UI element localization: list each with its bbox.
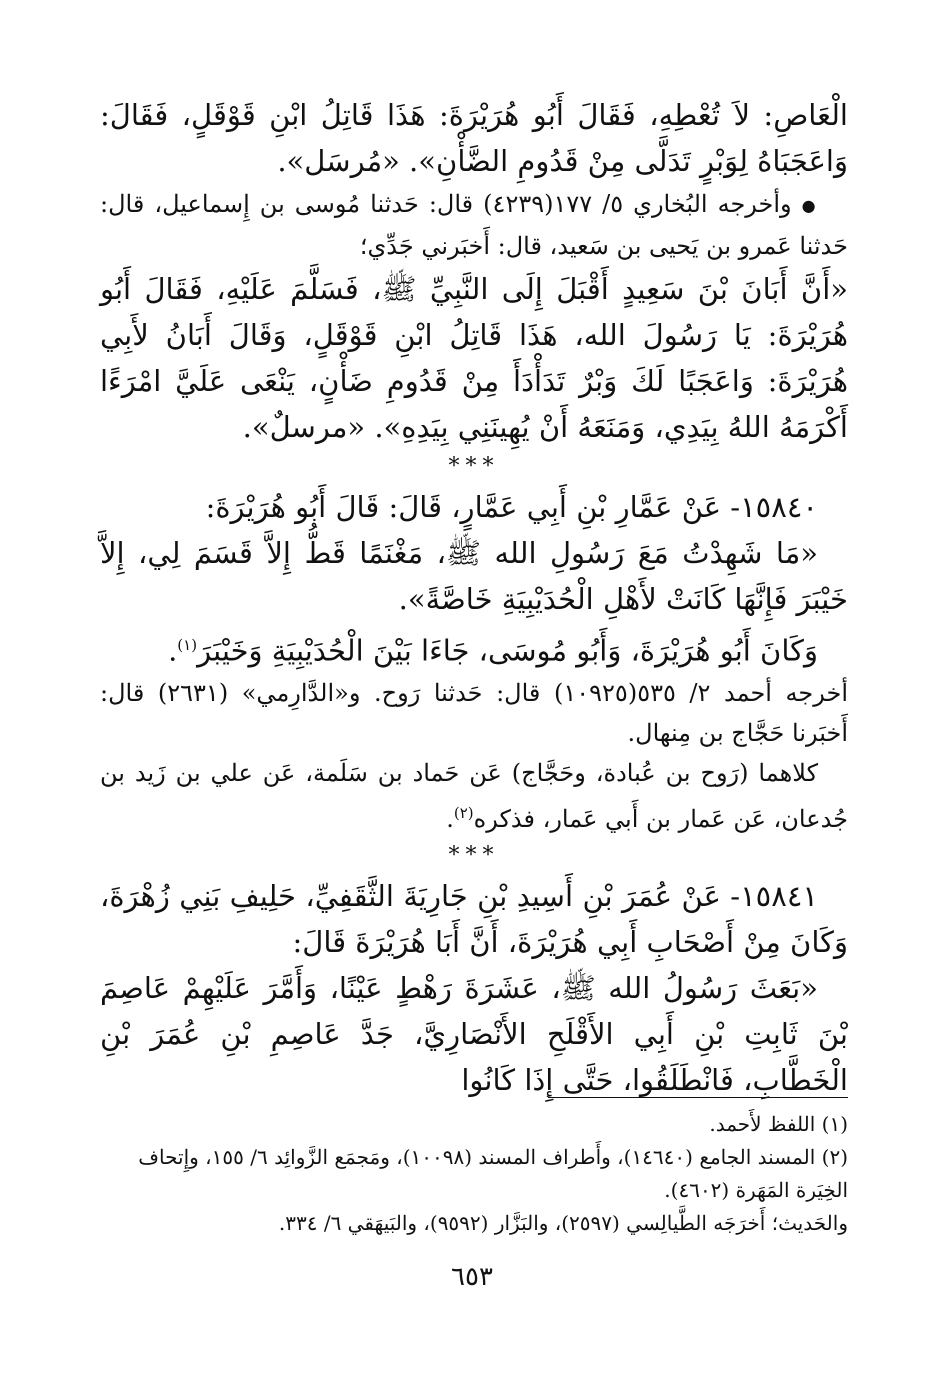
hadith-15841-heading: ١٥٨٤١- عَنْ عُمَرَ بْنِ أَسِيدِ بْنِ جَارِيَةَ الثَّقَفِيِّ، حَلِيفِ بَنِي زُهْرَةَ، وَكَانَ مِنْ أَصْحَابِ أَبِي هُرَيْرَةَ، أَنَّ أَبَا هُرَيْرَةَ قَالَ: bbox=[100, 879, 848, 960]
page-number: ٦٥٣ bbox=[451, 1262, 493, 1292]
footnote-divider bbox=[548, 1097, 848, 1098]
hadith-15840-text: «مَا شَهِدْتُ مَعَ رَسُولِ الله ﷺ، مَغْنَمًا قَطُّ إِلاَّ قَسَمَ لِي، إِلاَّ خَيْبَرَ فَإِنَّهَا كَانَتْ لأَهْلِ الْحُدَيْبِيَةِ خَاصَّةً». bbox=[100, 535, 848, 616]
section-separator: *** bbox=[448, 453, 500, 479]
isnad-text: كلاهما (رَوح بن عُبادة، وحَجَّاج) عَن حَماد بن سَلَمة، عَن علي بن زَيد بن جُدعان، عَن عَمار بن أَبي عَمار، فذكره bbox=[100, 759, 848, 834]
paragraph-hadith-aban: «أَنَّ أَبَانَ بْنَ سَعِيدٍ أَقْبَلَ إِلَى النَّبِيِّ ﷺ، فَسَلَّمَ عَلَيْهِ، فَقَالَ أَبُو هُرَيْرَةَ: يَا رَسُولَ الله، هَذَا قَاتِلُ ابْنِ قَوْقَلٍ، وَقَالَ أَبَانُ لأَبِي هُرَيْرَةَ: وَاعَجَبًا لَكَ وَبْرٌ تَدَأْدَأَ مِنْ قَدُومِ ضَأْنٍ، يَنْعَى عَلَيَّ امْرَءًا أَكْرَمَهُ اللهُ بِيَدِي، وَمَنَعَهُ أَنْ يُهِينَنِي بِيَدِهِ». «مرسلٌ». bbox=[100, 271, 848, 444]
section-separator: *** bbox=[448, 843, 500, 869]
footnote-ref-1[interactable]: (١) bbox=[177, 635, 198, 654]
footnote-2: (٢) المسند الجامع (١٤٦٤٠)، وأَطراف المسند (١٠٠٩٨)، ومَجمَع الزَّوائِد ٦/ ١٥٥، وإِتحاف الخِيَرة المَهَرة (٤٦٠٢). bbox=[138, 1145, 848, 1202]
footnote-ref-2[interactable]: (٢) bbox=[453, 804, 474, 823]
hadith-15840-note: وَكَانَ أَبُو هُرَيْرَةَ، وَأَبُو مُوسَى، جَاءَا بَيْنَ الْحُدَيْبِيَةِ وَخَيْبَرَ$^{(١)}$. bbox=[168, 633, 818, 668]
hadith-15841-text: «بَعَثَ رَسُولُ الله ﷺ، عَشَرَةَ رَهْطٍ عَيْنًا، وَأَمَّرَ عَلَيْهِمْ عَاصِمَ بْنَ ثَابِتِ بْنِ أَبِي الأَقْلَحِ الأَنْصَارِيَّ، جَدَّ عَاصِمِ بْنِ عُمَرَ بْنِ الْخَطَّابِ، فَانْطَلَقُوا، حَتَّى إِذَا كَانُوا bbox=[100, 971, 848, 1098]
paragraph-ahmad-source: أخرجه أحمد ٢/ ٥٣٥(١٠٩٢٥) قال: حَدثنا رَوح. و«الدَّارِمي» (٢٦٣١) قال: أَخبَرنا حَجَّاج بن مِنهال. bbox=[100, 679, 848, 748]
footnote-1: (١) اللفظ لأَحمد. bbox=[709, 1112, 848, 1136]
footnotes bbox=[100, 1108, 848, 1240]
footnote-3: والحَديث؛ أَخرَجَه الطَّيالِسي (٢٥٩٧)، والبَزَّار (٩٥٩٢)، والبَيهَقي ٦/ ٣٣٤. bbox=[278, 1211, 848, 1235]
paragraph-isnad: كلاهما (رَوح بن عُبادة، وحَجَّاج) عَن حَماد بن سَلَمة، عَن علي بن زَيد بن جُدعان، عَن عَمار بن أَبي عَمار، فذكره$^{(٢)}$. bbox=[100, 759, 848, 834]
note-text: وَكَانَ أَبُو هُرَيْرَةَ، وَأَبُو مُوسَى، جَاءَا بَيْنَ الْحُدَيْبِيَةِ وَخَيْبَرَ bbox=[197, 633, 818, 668]
main-text bbox=[100, 92, 848, 1103]
paragraph-bukhari-source: ● وأخرجه البُخاري ٥/ ١٧٧(٤٢٣٩) قال: حَدثنا مُوسى بن إِسماعيل، قال: حَدثنا عَمرو بن يَحيى بن سَعيد، قال: أَخبَرني جَدِّي؛ bbox=[100, 184, 848, 266]
paragraph-hadith-end: الْعَاصِ: لاَ تُعْطِهِ، فَقَالَ أَبُو هُرَيْرَةَ: هَذَا قَاتِلُ ابْنِ قَوْقَلٍ، فَقَالَ: وَاعَجَبَاهُ لِوَبْرٍ تَدَلَّى مِنْ قَدُومِ الضَّأْنِ». «مُرسَل». bbox=[100, 98, 848, 178]
hadith-15840-heading: ١٥٨٤٠- عَنْ عَمَّارِ بْنِ أَبِي عَمَّارٍ، قَالَ: قَالَ أَبُو هُرَيْرَةَ: bbox=[205, 489, 818, 524]
